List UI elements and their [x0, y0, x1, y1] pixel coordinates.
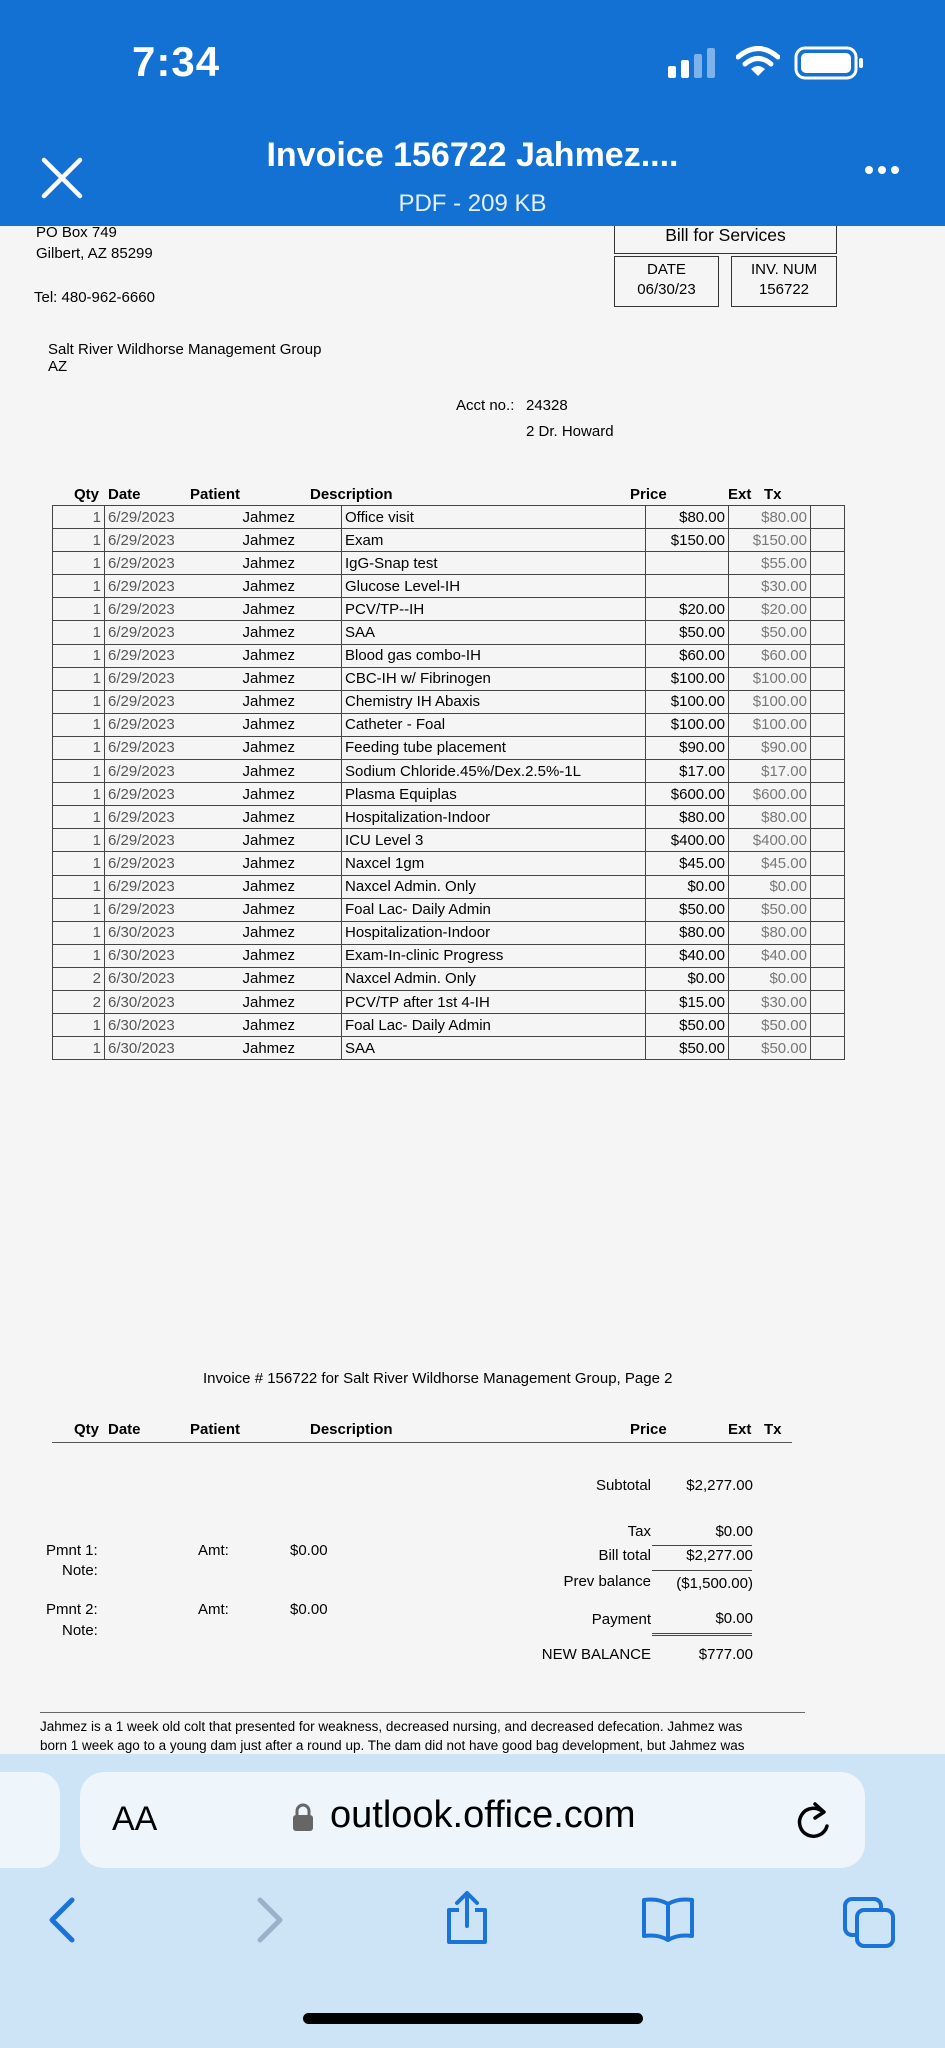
- cell-patient: Jahmez: [242, 967, 342, 990]
- cell-patient: Jahmez: [242, 713, 342, 736]
- cell-date: 6/30/2023: [105, 1037, 242, 1060]
- cell-date: 6/29/2023: [105, 852, 242, 875]
- col-patient: Patient: [190, 1421, 241, 1438]
- payment2-label: Pmnt 2:: [46, 1601, 98, 1618]
- cell-description: Exam: [342, 529, 646, 552]
- cell-price: $45.00: [646, 852, 729, 875]
- cell-date: 6/29/2023: [105, 529, 242, 552]
- cell-patient: Jahmez: [242, 898, 342, 921]
- cell-patient: Jahmez: [242, 806, 342, 829]
- cell-patient: Jahmez: [242, 552, 342, 575]
- cell-date: 6/30/2023: [105, 990, 242, 1013]
- tabs-icon[interactable]: [842, 1896, 896, 1948]
- cell-description: CBC-IH w/ Fibrinogen: [342, 667, 646, 690]
- table-row: [53, 875, 845, 898]
- col-price: Price: [630, 1421, 667, 1438]
- cell-tx: [811, 1014, 845, 1037]
- cell-patient: Jahmez: [242, 575, 342, 598]
- cell-patient: Jahmez: [242, 783, 342, 806]
- cell-patient: Jahmez: [242, 760, 342, 783]
- table-row: [53, 944, 845, 967]
- cell-tx: [811, 598, 845, 621]
- cell-qty: 1: [53, 852, 105, 875]
- col-ext: Ext: [728, 486, 752, 503]
- status-time: 7:34: [132, 38, 221, 85]
- table-row: [53, 575, 845, 598]
- cell-tx: [811, 713, 845, 736]
- cell-patient: Jahmez: [242, 667, 342, 690]
- cell-tx: [811, 990, 845, 1013]
- clinic-phone: Tel: 480-962-6660: [34, 289, 155, 306]
- subtotal-label: Subtotal: [595, 1477, 651, 1494]
- cell-qty: 2: [53, 990, 105, 1013]
- cell-price: $0.00: [646, 875, 729, 898]
- cell-price: [646, 575, 729, 598]
- cell-description: Sodium Chloride.45%/Dex.2.5%-1L: [342, 760, 646, 783]
- table-row: [53, 783, 845, 806]
- cell-date: 6/29/2023: [105, 667, 242, 690]
- prev-balance-label: Prev balance: [563, 1573, 651, 1590]
- cell-qty: 1: [53, 829, 105, 852]
- payment-value: $0.00: [715, 1610, 753, 1627]
- cell-date: 6/29/2023: [105, 898, 242, 921]
- page2-table-header: [52, 1421, 792, 1443]
- cell-ext: $80.00: [729, 921, 811, 944]
- cell-date: 6/29/2023: [105, 598, 242, 621]
- cell-description: ICU Level 3: [342, 829, 646, 852]
- cell-ext: $400.00: [729, 829, 811, 852]
- table-row: [53, 690, 845, 713]
- cell-ext: $45.00: [729, 852, 811, 875]
- cell-ext: $30.00: [729, 575, 811, 598]
- cell-qty: 1: [53, 760, 105, 783]
- cell-qty: 1: [53, 875, 105, 898]
- new-balance-value: $777.00: [698, 1646, 753, 1663]
- cell-ext: $150.00: [729, 529, 811, 552]
- cell-tx: [811, 552, 845, 575]
- cell-patient: Jahmez: [242, 829, 342, 852]
- cell-ext: $100.00: [729, 690, 811, 713]
- bill-total-value: $2,277.00: [686, 1547, 753, 1564]
- table-row: [53, 806, 845, 829]
- bookmarks-icon[interactable]: [640, 1896, 696, 1942]
- cell-description: SAA: [342, 1037, 646, 1060]
- cell-qty: 1: [53, 552, 105, 575]
- table-row: [53, 1037, 845, 1060]
- cell-description: Hospitalization-Indoor: [342, 806, 646, 829]
- forward-icon[interactable]: [254, 1896, 286, 1944]
- table-row: [53, 760, 845, 783]
- cell-ext: $40.00: [729, 944, 811, 967]
- table-header: [52, 486, 792, 506]
- cell-qty: 1: [53, 806, 105, 829]
- cell-date: 6/29/2023: [105, 760, 242, 783]
- col-ext: Ext: [728, 1421, 752, 1438]
- invoice-date-box: [614, 256, 719, 307]
- cell-description: Chemistry IH Abaxis: [342, 690, 646, 713]
- cell-description: Blood gas combo-IH: [342, 644, 646, 667]
- cell-patient: Jahmez: [242, 1014, 342, 1037]
- cell-ext: $100.00: [729, 667, 811, 690]
- cell-date: 6/29/2023: [105, 713, 242, 736]
- cell-qty: 1: [53, 713, 105, 736]
- cell-date: 6/29/2023: [105, 806, 242, 829]
- cell-tx: [811, 506, 845, 529]
- tax-value: $0.00: [715, 1523, 753, 1540]
- cell-date: 6/29/2023: [105, 644, 242, 667]
- table-row: [53, 921, 845, 944]
- page2-header: Invoice # 156722 for Salt River Wildhorse Management Group, Page 2: [203, 1370, 673, 1387]
- table-row: [53, 990, 845, 1013]
- cell-date: 6/30/2023: [105, 967, 242, 990]
- cell-ext: $60.00: [729, 644, 811, 667]
- cell-ext: $0.00: [729, 875, 811, 898]
- cell-price: $15.00: [646, 990, 729, 1013]
- battery-icon: [794, 46, 866, 80]
- cell-ext: $55.00: [729, 552, 811, 575]
- cell-qty: 1: [53, 690, 105, 713]
- cell-patient: Jahmez: [242, 1037, 342, 1060]
- payment1-label: Pmnt 1:: [46, 1542, 98, 1559]
- cell-ext: $50.00: [729, 1037, 811, 1060]
- cell-qty: 1: [53, 529, 105, 552]
- reload-icon[interactable]: [793, 1798, 833, 1842]
- cell-patient: Jahmez: [242, 990, 342, 1013]
- cell-tx: [811, 967, 845, 990]
- document-title: Invoice 156722 Jahmez....: [266, 136, 679, 174]
- cell-ext: $90.00: [729, 736, 811, 759]
- table-row: [53, 552, 845, 575]
- col-date: Date: [108, 1421, 141, 1438]
- cell-qty: 1: [53, 644, 105, 667]
- cell-patient: Jahmez: [242, 529, 342, 552]
- payment1-amount: $0.00: [290, 1542, 328, 1559]
- cell-qty: 1: [53, 944, 105, 967]
- col-description: Description: [310, 486, 393, 503]
- url-text[interactable]: outlook.office.com: [330, 1794, 636, 1836]
- cell-ext: $100.00: [729, 713, 811, 736]
- cell-date: 6/30/2023: [105, 1014, 242, 1037]
- cell-description: Foal Lac- Daily Admin: [342, 1014, 646, 1037]
- cell-ext: $30.00: [729, 990, 811, 1013]
- cell-patient: Jahmez: [242, 690, 342, 713]
- col-qty: Qty: [74, 1421, 100, 1438]
- cell-patient: Jahmez: [242, 852, 342, 875]
- tax-label: Tax: [627, 1523, 651, 1540]
- cell-price: $90.00: [646, 736, 729, 759]
- cell-patient: Jahmez: [242, 875, 342, 898]
- cell-tx: [811, 644, 845, 667]
- cell-price: $100.00: [646, 690, 729, 713]
- cell-price: $60.00: [646, 644, 729, 667]
- cell-date: 6/29/2023: [105, 575, 242, 598]
- cell-description: SAA: [342, 621, 646, 644]
- payment2-amt-label: Amt:: [198, 1601, 229, 1618]
- cell-tx: [811, 1037, 845, 1060]
- cell-date: 6/30/2023: [105, 944, 242, 967]
- share-icon[interactable]: [444, 1890, 490, 1946]
- payment-label: Payment: [591, 1611, 651, 1628]
- cell-ext: $600.00: [729, 783, 811, 806]
- cell-ext: $17.00: [729, 760, 811, 783]
- bill-for-services-label: Bill for Services: [665, 226, 786, 245]
- cell-date: 6/29/2023: [105, 736, 242, 759]
- cell-tx: [811, 736, 845, 759]
- back-icon[interactable]: [46, 1896, 78, 1944]
- table-row: [53, 529, 845, 552]
- table-row: [53, 829, 845, 852]
- cell-patient: Jahmez: [242, 944, 342, 967]
- table-row: [53, 898, 845, 921]
- pdf-document-page[interactable]: [0, 226, 945, 1754]
- payment1-note-label: Note:: [62, 1562, 98, 1579]
- cell-price: $400.00: [646, 829, 729, 852]
- cell-qty: 1: [53, 1014, 105, 1037]
- cell-qty: 1: [53, 921, 105, 944]
- cell-qty: 2: [53, 967, 105, 990]
- cell-patient: Jahmez: [242, 598, 342, 621]
- cell-price: $50.00: [646, 621, 729, 644]
- cell-qty: 1: [53, 1037, 105, 1060]
- inv-num-label: INV. NUM: [750, 261, 818, 278]
- cell-tx: [811, 806, 845, 829]
- customer-name: Salt River Wildhorse Management Group: [48, 341, 322, 358]
- cell-description: Office visit: [342, 506, 646, 529]
- browser-toolbar: [0, 1754, 945, 2048]
- address-bar[interactable]: [80, 1772, 865, 1868]
- cell-price: [646, 552, 729, 575]
- cell-ext: $50.00: [729, 1014, 811, 1037]
- cell-description: IgG-Snap test: [342, 552, 646, 575]
- table-row: [53, 967, 845, 990]
- cell-description: PCV/TP after 1st 4-IH: [342, 990, 646, 1013]
- cell-description: Naxcel Admin. Only: [342, 875, 646, 898]
- cell-price: $80.00: [646, 921, 729, 944]
- document-subtitle: PDF - 209 KB: [398, 190, 547, 217]
- tax-rule: [652, 1545, 752, 1546]
- cell-price: $150.00: [646, 529, 729, 552]
- cell-tx: [811, 690, 845, 713]
- cell-date: 6/29/2023: [105, 552, 242, 575]
- cell-qty: 1: [53, 598, 105, 621]
- cell-price: $100.00: [646, 667, 729, 690]
- cell-description: Plasma Equiplas: [342, 783, 646, 806]
- payment2-note-label: Note:: [62, 1622, 98, 1639]
- table-row: [53, 1014, 845, 1037]
- invoice-number: 156722: [758, 281, 810, 298]
- wifi-icon: [736, 46, 780, 78]
- cell-date: 6/30/2023: [105, 921, 242, 944]
- cell-description: Glucose Level-IH: [342, 575, 646, 598]
- previous-tab-peek[interactable]: [0, 1772, 60, 1868]
- cell-price: $50.00: [646, 1014, 729, 1037]
- cell-price: $50.00: [646, 1037, 729, 1060]
- cell-tx: [811, 667, 845, 690]
- cell-price: $600.00: [646, 783, 729, 806]
- bill-total-rule: [652, 1570, 752, 1571]
- cell-tx: [811, 783, 845, 806]
- cell-description: Hospitalization-Indoor: [342, 921, 646, 944]
- cell-tx: [811, 875, 845, 898]
- col-patient: Patient: [190, 486, 241, 503]
- bill-for-services-box: [614, 226, 837, 254]
- new-balance-label: NEW BALANCE: [541, 1646, 651, 1663]
- table-row: [53, 644, 845, 667]
- cell-tx: [811, 575, 845, 598]
- date-label: DATE: [647, 261, 686, 278]
- notes-line-2: born 1 week ago to a young dam just after a round up. The dam did not have good bag development, but Jahmez was: [40, 1738, 745, 1753]
- cell-tx: [811, 621, 845, 644]
- cell-tx: [811, 921, 845, 944]
- cell-qty: 1: [53, 783, 105, 806]
- cell-description: Exam-In-clinic Progress: [342, 944, 646, 967]
- cell-qty: 1: [53, 736, 105, 759]
- more-options-icon[interactable]: [864, 160, 900, 180]
- cell-price: $80.00: [646, 506, 729, 529]
- customer-state: AZ: [48, 358, 68, 375]
- cell-patient: Jahmez: [242, 621, 342, 644]
- table-row: [53, 736, 845, 759]
- cell-description: Feeding tube placement: [342, 736, 646, 759]
- col-description: Description: [310, 1421, 393, 1438]
- cell-price: $20.00: [646, 598, 729, 621]
- cell-date: 6/29/2023: [105, 829, 242, 852]
- cell-description: Catheter - Foal: [342, 713, 646, 736]
- col-tx: Tx: [764, 1421, 782, 1438]
- table-row: [53, 506, 845, 529]
- home-indicator[interactable]: [303, 2013, 643, 2024]
- table-row: [53, 713, 845, 736]
- payment2-amount: $0.00: [290, 1601, 328, 1618]
- payment-rule: [652, 1633, 752, 1636]
- col-date: Date: [108, 486, 141, 503]
- payment1-amt-label: Amt:: [198, 1542, 229, 1559]
- cellular-signal-icon: [668, 48, 720, 78]
- invoice-number-box: [731, 256, 837, 307]
- cell-qty: 1: [53, 898, 105, 921]
- cell-price: $40.00: [646, 944, 729, 967]
- lock-icon: [292, 1802, 314, 1832]
- cell-qty: 1: [53, 506, 105, 529]
- cell-patient: Jahmez: [242, 921, 342, 944]
- clinic-address-line2: Gilbert, AZ 85299: [36, 245, 153, 262]
- cell-patient: Jahmez: [242, 644, 342, 667]
- col-price: Price: [630, 486, 667, 503]
- cell-tx: [811, 944, 845, 967]
- table-row: [53, 621, 845, 644]
- cell-ext: $50.00: [729, 621, 811, 644]
- cell-patient: Jahmez: [242, 506, 342, 529]
- cell-price: $17.00: [646, 760, 729, 783]
- cell-price: $100.00: [646, 713, 729, 736]
- cell-description: Naxcel Admin. Only: [342, 967, 646, 990]
- cell-description: PCV/TP--IH: [342, 598, 646, 621]
- text-size-button[interactable]: AA: [112, 1800, 158, 1838]
- cell-ext: $80.00: [729, 506, 811, 529]
- cell-price: $50.00: [646, 898, 729, 921]
- cell-ext: $0.00: [729, 967, 811, 990]
- col-tx: Tx: [764, 486, 782, 503]
- notes-line-1: Jahmez is a 1 week old colt that presented for weakness, decreased nursing, and decreased defecation. Jahmez was: [40, 1719, 743, 1734]
- subtotal-value: $2,277.00: [686, 1477, 753, 1494]
- doctor-name: 2 Dr. Howard: [526, 423, 614, 440]
- col-qty: Qty: [74, 486, 100, 503]
- cell-description: Foal Lac- Daily Admin: [342, 898, 646, 921]
- invoice-notes: [40, 1712, 805, 1754]
- cell-qty: 1: [53, 575, 105, 598]
- cell-description: Naxcel 1gm: [342, 852, 646, 875]
- cell-price: $80.00: [646, 806, 729, 829]
- cell-price: $0.00: [646, 967, 729, 990]
- account-number: 24328: [526, 397, 568, 414]
- cell-patient: Jahmez: [242, 736, 342, 759]
- invoice-date: 06/30/23: [637, 281, 696, 298]
- table-row: [53, 852, 845, 875]
- account-label: Acct no.:: [456, 397, 515, 414]
- cell-date: 6/29/2023: [105, 621, 242, 644]
- clinic-address-line1: PO Box 749: [36, 226, 117, 241]
- pdf-viewer-header: [0, 0, 945, 226]
- cell-date: 6/29/2023: [105, 690, 242, 713]
- prev-balance-value: ($1,500.00): [676, 1575, 753, 1592]
- cell-qty: 1: [53, 621, 105, 644]
- cell-tx: [811, 852, 845, 875]
- cell-ext: $20.00: [729, 598, 811, 621]
- cell-tx: [811, 760, 845, 783]
- table-row: [53, 667, 845, 690]
- bill-total-label: Bill total: [598, 1547, 651, 1564]
- cell-tx: [811, 898, 845, 921]
- cell-ext: $50.00: [729, 898, 811, 921]
- cell-date: 6/29/2023: [105, 506, 242, 529]
- cell-ext: $80.00: [729, 806, 811, 829]
- cell-tx: [811, 529, 845, 552]
- cell-date: 6/29/2023: [105, 783, 242, 806]
- table-row: [53, 598, 845, 621]
- cell-qty: 1: [53, 667, 105, 690]
- cell-tx: [811, 829, 845, 852]
- invoice-line-items: [52, 505, 845, 1060]
- cell-date: 6/29/2023: [105, 875, 242, 898]
